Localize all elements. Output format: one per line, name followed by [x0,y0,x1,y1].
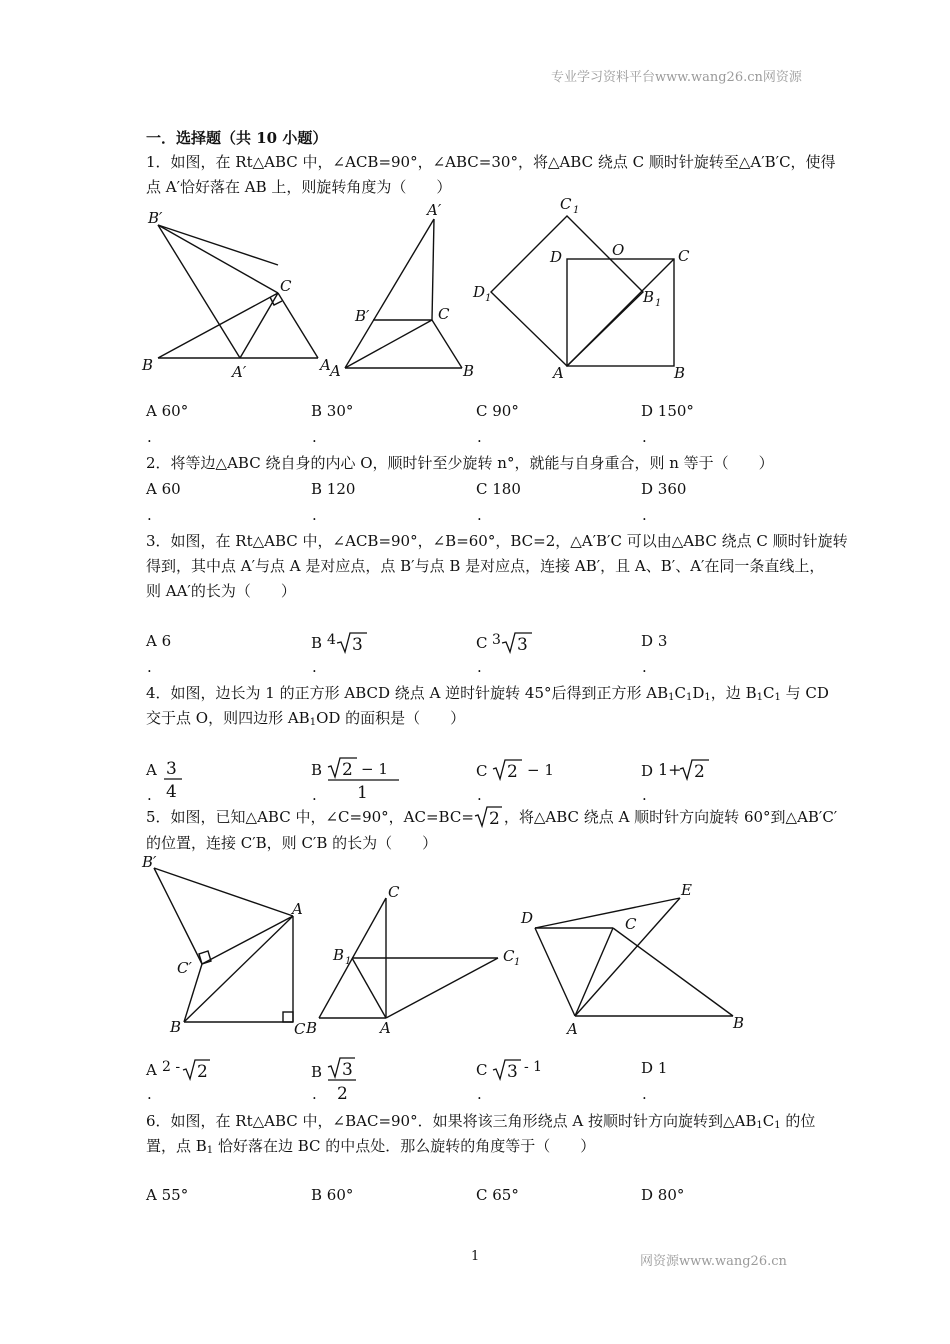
q3-dot-d: . [642,658,647,676]
question-5-line-1 [146,804,837,830]
fig1c-label-c: C [678,247,690,265]
page-number: 1 [471,1249,480,1264]
fig1c-label-d1-sub: 1 [485,293,492,304]
figure-1a [158,225,318,358]
q1-option-b[interactable]: B 30° [311,402,354,420]
q6-text-5: 恰好落在边 BC 的中点处．那么旋转的角度等于（ ） [213,1137,596,1155]
q4-option-b-letter: B [311,761,323,779]
q5-text-2: ，将△ABC 绕点 A 顺时针方向旋转 60°到△AB′C′ [503,808,838,826]
q1-dot-c: . [477,428,482,446]
q4-dot-a: . [147,786,152,804]
q5-option-d[interactable] [641,1057,667,1079]
fig1a-label-a: A [320,356,331,374]
fig5b-label-c: C [388,883,400,901]
q3-option-c-radicand: 3 [517,635,529,654]
q4-option-a-den: 4 [165,782,177,801]
fig5a-label-a: A [292,900,303,918]
q3-option-b-radicand: 3 [351,635,363,654]
fig1b-label-c: C [438,305,450,323]
fig1c-label-d1: D [473,283,486,301]
q6-text-1: 6．如图，在 Rt△ABC 中，∠BAC=90°．如果将该三角形绕点 A 按顺时针方向旋转到△AB [146,1112,757,1130]
q5-option-b-fraction [327,1057,359,1103]
q3-option-d-value: 3 [657,632,668,650]
q4-sub-2: 1 [686,692,693,703]
fig1b-label-a: A [330,362,341,380]
q4-option-a-letter: A [146,761,157,779]
q4-sub-1: 1 [668,692,675,703]
q1-option-a[interactable]: A 60° [146,402,189,420]
question-4-line-2 [146,705,465,736]
q4-option-c-math [492,757,572,781]
q3-option-c-math [492,630,552,654]
q5-option-a-letter: A [146,1061,157,1079]
q5-option-c-rest: - 1 [524,1059,543,1075]
q3-option-c-letter: C [476,634,488,652]
q4-sub-5: 1 [774,692,781,703]
q3-option-d[interactable] [641,630,667,652]
fig1b-label-b: B [463,362,475,380]
q6-option-c[interactable]: C 65° [476,1186,519,1204]
q4-dot-b: . [312,786,317,804]
q4-text-3: D [692,684,705,702]
q2-dot-b: . [312,506,317,524]
q4-option-b-rest: − 1 [360,760,388,778]
q3-dot-a: . [147,658,152,676]
figure-1b [345,219,462,368]
fig5a-label-bprime: B′ [142,853,157,871]
fig5b-label-a: A [380,1019,391,1037]
q5-text-1: 5．如图，已知△ABC 中，∠C=90°，AC=BC= [146,808,474,826]
q4-dot-c: . [477,786,482,804]
q4-option-b-fraction [327,757,401,801]
question-3-line-1: 3．如图，在 Rt△ABC 中，∠ACB=90°，∠B=60°，BC=2，△A′B′C 可以由△ABC 绕点 C 顺时针旋转 [146,532,848,550]
q1-dot-d: . [642,428,647,446]
q4-option-a-fraction [162,757,186,801]
fig1a-label-aprime: A′ [232,363,247,381]
q4-option-c-letter: C [476,762,488,780]
header-watermark: 专业学习资料平台www.wang26.cn网资源 [551,70,802,85]
q4-option-d-letter: D [641,762,654,780]
question-3-line-3: 则 AA′的长为（ ） [146,582,296,600]
q6-sub-3: 1 [206,1145,214,1156]
q1-option-d[interactable]: D 150° [641,402,694,420]
q4-option-a[interactable] [146,757,186,801]
q3-option-b-letter: B [311,634,323,652]
q4-sub-6: 1 [309,717,317,728]
q4-option-d-pre: 1+ [657,760,682,779]
fig1c-label-c1-sub: 1 [573,205,580,216]
fig1b-label-aprime: A′ [427,201,442,219]
q4-option-d-math [658,757,728,781]
q3-dot-b: . [312,658,317,676]
q2-dot-c: . [477,506,482,524]
q5-inline-sqrt [474,804,504,828]
q4-option-c-rest: − 1 [527,761,555,779]
q3-option-b[interactable] [311,630,387,652]
q2-dot-d: . [642,506,647,524]
q3-dot-c: . [477,658,482,676]
q4-option-d-radicand: 2 [693,762,705,781]
q5-option-a[interactable] [146,1057,222,1079]
q2-option-d[interactable]: D 360 [641,480,687,498]
q6-option-b[interactable]: B 60° [311,1186,354,1204]
fig1c-label-a: A [553,364,564,382]
question-1-line-2: 点 A′恰好落在 AB 上，则旋转角度为（ ） [146,178,452,196]
q4-option-c-radicand: 2 [507,762,519,781]
q4-text-1: 4．如图，边长为 1 的正方形 ABCD 绕点 A 逆时针旋转 45°后得到正方形 AB [146,684,669,702]
fig5a-label-cprime: C′ [177,959,192,977]
fig5c-label-e: E [681,881,692,899]
q6-option-d[interactable]: D 80° [641,1186,685,1204]
fig5c-label-d: D [521,909,534,927]
q4-option-b-radicand: 2 [341,760,353,780]
q3-option-a-value: 6 [161,632,172,650]
question-3-line-2: 得到，其中点 A′与点 A 是对应点，点 B′与点 B 是对应点，连接 AB′，且 A、B′、A′在同一条直线上， [146,557,825,575]
question-2-line-1: 2．将等边△ABC 绕自身的内心 O，顺时针至少旋转 n°，就能与自身重合，则 n 等于（ ） [146,454,774,472]
fig1a-label-b: B [142,356,154,374]
q6-text-2: C [762,1112,775,1130]
q5-option-b[interactable] [311,1057,359,1103]
q5-option-c-radicand: 3 [507,1062,519,1081]
fig5a-label-b: B [170,1018,182,1036]
fig5c-label-b: B [733,1014,745,1032]
q5-option-c-math [492,1057,562,1081]
q4-option-c[interactable] [476,757,572,779]
fig5b-label-b1-sub: 1 [345,956,352,967]
fig1a-label-bprime: B′ [148,209,163,227]
q6-text-4: 置，点 B [146,1137,207,1155]
question-1-figures [140,195,820,390]
fig5b-label-c1: C [503,947,515,965]
q5-option-c[interactable] [476,1057,562,1079]
q3-option-c-coef: 3 [492,632,502,648]
fig1a-label-c: C [280,277,292,295]
q2-option-c[interactable]: C 180 [476,480,521,498]
q2-option-a[interactable]: A 60 [146,480,181,498]
q4-text-8: OD 的面积是（ ） [316,709,466,727]
figure-5a [154,868,293,1022]
q4-sub-3: 1 [704,692,711,703]
fig1c-label-c1: C [560,195,572,213]
q3-option-c[interactable] [476,630,552,652]
q3-option-b-coef: 4 [326,632,336,648]
q4-text-6: 与 CD [780,684,829,702]
q1-dot-b: . [312,428,317,446]
q5-dot-b: . [312,1085,317,1103]
fig1c-label-o: O [612,241,625,259]
q5-option-a-radicand: 2 [196,1062,208,1081]
q5-option-b-letter: B [311,1063,323,1081]
q5-option-b-den: 2 [336,1084,348,1103]
question-5-line-2: 的位置，连接 C′B，则 C′B 的长为（ ） [146,834,438,852]
q6-option-a[interactable]: A 55° [146,1186,189,1204]
fig5c-label-c: C [625,915,637,933]
q2-dot-a: . [147,506,152,524]
q6-sub-1: 1 [756,1120,763,1131]
q5-dot-c: . [477,1085,482,1103]
q5-option-a-pre: 2 - [161,1059,180,1075]
footer-watermark: 网资源www.wang26.cn [640,1254,787,1269]
question-1-line-1: 1．如图，在 Rt△ABC 中，∠ACB=90°，∠ABC=30°，将△ABC 绕点 C 顺时针旋转至△A′B′C，使得 [146,153,836,171]
q3-option-d-letter: D [641,632,654,650]
q6-text-3: 的位 [780,1112,816,1130]
fig5b-label-b1: B [333,946,345,964]
q4-option-b-den: 1 [356,783,368,801]
q1-dot-a: . [147,428,152,446]
fig1c-label-b1: B [643,288,655,306]
q2-option-b[interactable]: B 120 [311,480,356,498]
q5-inline-radicand: 2 [488,809,500,828]
q5-option-d-letter: D [641,1059,654,1077]
q4-sub-4: 1 [756,692,763,703]
q5-dot-a: . [147,1085,152,1103]
fig5b-label-b: B [306,1019,318,1037]
fig1c-label-b1-sub: 1 [655,298,662,309]
fig1c-label-b: B [674,364,686,382]
q5-dot-d: . [642,1085,647,1103]
section-title: 一．选择题（共 10 小题） [146,129,328,147]
fig5a-label-c: C [294,1020,306,1038]
q4-option-b[interactable] [311,757,401,801]
fig1b-label-bprime: B′ [355,307,370,325]
fig5c-label-a: A [567,1020,578,1038]
q5-option-c-letter: C [476,1061,488,1079]
q4-text-4: ，边 B [710,684,757,702]
q5-option-b-radicand: 3 [341,1060,353,1080]
q1-option-c[interactable]: C 90° [476,402,519,420]
q4-dot-d: . [642,786,647,804]
q6-sub-2: 1 [774,1120,781,1131]
q4-text-7: 交于点 O，则四边形 AB [146,709,310,727]
question-5-figures [140,852,760,1042]
fig5b-label-c1-sub: 1 [514,957,521,968]
q5-option-d-value: 1 [657,1059,668,1077]
q4-text-2: C [674,684,687,702]
q4-option-d[interactable] [641,757,728,779]
q3-option-a[interactable] [146,630,171,652]
fig1c-label-d: D [550,248,563,266]
q5-option-a-math [162,1057,222,1081]
q3-option-a-letter: A [146,632,157,650]
q4-option-a-num: 3 [165,759,177,779]
q4-text-5: C [762,684,775,702]
question-6-line-2 [146,1133,595,1164]
q3-option-b-math [327,630,387,654]
